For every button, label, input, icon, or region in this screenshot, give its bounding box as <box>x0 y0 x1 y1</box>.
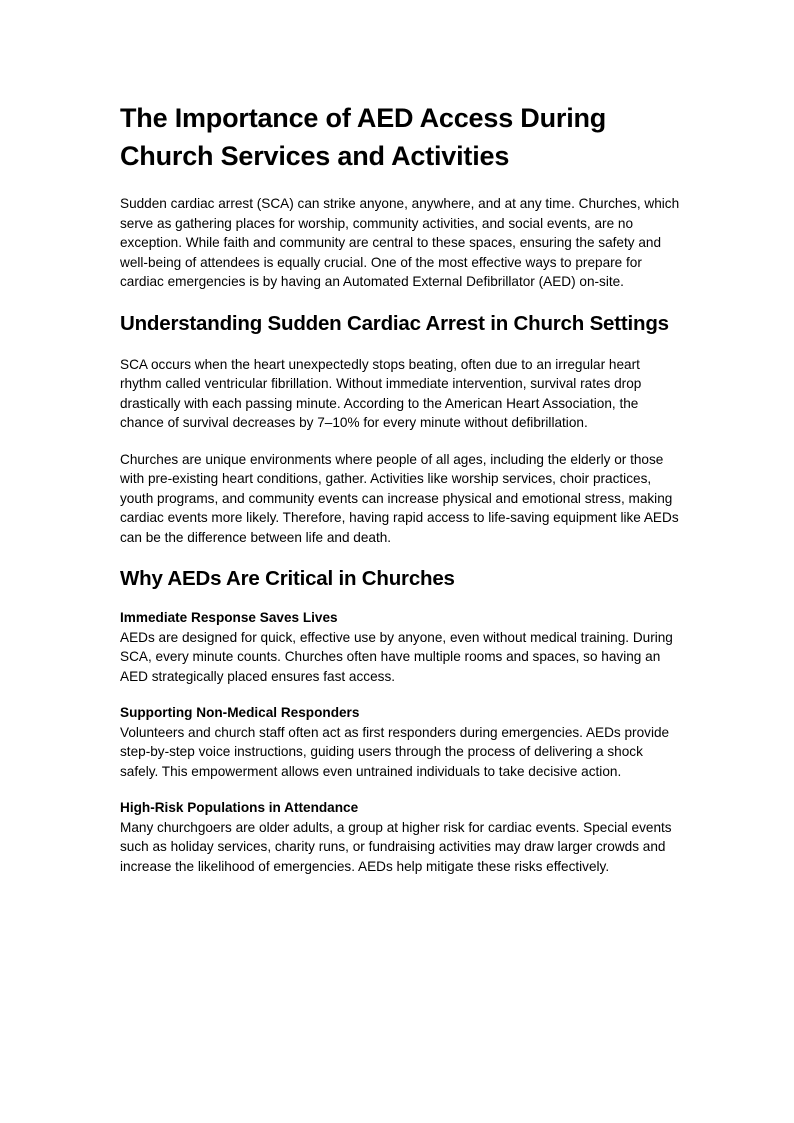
subsection-title: Supporting Non-Medical Responders <box>120 705 360 720</box>
section-paragraph: SCA occurs when the heart unexpectedly stops beating, often due to an irregular heart rhythm called ventricular fibrillation. Without immediate intervention, survival rates drop drastically with each passing minute. According to the American Heart Association, the chance of survival decreases by 7–10% for every minute without defibrillation. <box>120 356 642 430</box>
subsection-non-medical-responders <box>120 703 680 781</box>
document-title: The Importance of AED Access During Church Services and Activities <box>120 103 607 171</box>
subsection-text: Volunteers and church staff often act as first responders during emergencies. AEDs provide step-by-step voice instructions, guiding users through the process of delivering a shock safely. This empowerment allows even untrained individuals to take decisive action. <box>120 724 670 779</box>
section-understanding-sca <box>120 309 680 548</box>
section-why-aeds-critical <box>120 564 680 876</box>
intro-paragraph: Sudden cardiac arrest (SCA) can strike anyone, anywhere, and at any time. Churches, which serve as gathering places for worship, community activities, and social events, are no exception. While faith and community are central to these spaces, ensuring the safety and well-being of attendees is equally crucial. One of the most effective ways to prepare for cardiac emergencies is by having an Automated External Defibrillator (AED) on-site. <box>120 196 680 289</box>
section-heading: Why AEDs Are Critical in Churches <box>120 567 455 590</box>
document-page <box>120 99 680 893</box>
subsection-title: Immediate Response Saves Lives <box>120 610 338 625</box>
section-paragraph: Churches are unique environments where people of all ages, including the elderly or those with pre-existing heart conditions, gather. Activities like worship services, choir practices, youth programs, and community events can increase physical and emotional stress, making cardiac events more likely. Therefore, having rapid access to life-saving equipment like AEDs can be the difference between life and death. <box>120 451 679 545</box>
section-heading: Understanding Sudden Cardiac Arrest in Church Settings <box>120 311 669 335</box>
subsection-immediate-response <box>120 608 680 686</box>
subsection-high-risk-populations <box>120 798 680 876</box>
subsection-title: High-Risk Populations in Attendance <box>120 800 359 815</box>
subsection-text: AEDs are designed for quick, effective use by anyone, even without medical training. During SCA, every minute counts. Churches often have multiple rooms and spaces, so having an AED strategically placed ensures fast access. <box>120 629 673 684</box>
subsection-text: Many churchgoers are older adults, a group at higher risk for cardiac events. Special events such as holiday services, charity runs, or fundraising activities may draw larger crowds and increase the likelihood of emergencies. AEDs help mitigate these risks effectively. <box>120 819 672 874</box>
